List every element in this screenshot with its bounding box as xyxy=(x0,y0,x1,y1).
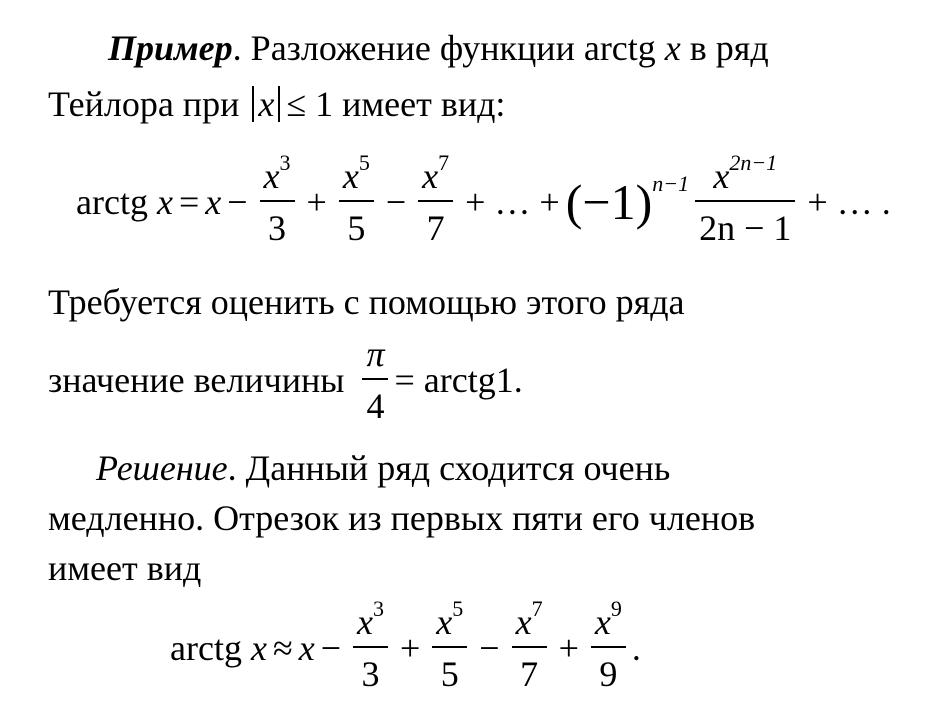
solution-line-2: медленно. Отрезок из первых пяти его членов xyxy=(48,498,756,538)
solution-line-3: имеет вид xyxy=(48,548,202,588)
example-text-1: . Разложение функции xyxy=(232,28,584,68)
solution-text-1: . Данный ряд сходится очень xyxy=(227,448,671,488)
variable-x: x xyxy=(664,28,681,68)
power-2n-minus-1: 2n−1 xyxy=(729,150,778,175)
neg-one: (−1) xyxy=(565,174,653,230)
num-x: x xyxy=(594,602,611,642)
fraction-x3-3 xyxy=(260,150,295,248)
example-label: Пример xyxy=(108,28,233,68)
plus-sign: + xyxy=(558,628,579,668)
equals-arctg1: = arctg1. xyxy=(394,360,523,400)
num-x: x xyxy=(263,156,280,196)
den-7: 7 xyxy=(520,654,539,694)
solution-line-1 xyxy=(96,448,670,488)
approx-sign: ≈ xyxy=(272,628,293,668)
pi-symbol: π xyxy=(366,334,385,374)
minus-sign: − xyxy=(320,628,341,668)
den-5: 5 xyxy=(440,654,459,694)
power-7: 7 xyxy=(438,150,450,175)
num-x: x xyxy=(713,156,730,196)
task-line-1: Требуется оценить с помощью этого ряда xyxy=(48,282,685,322)
plus-sign: + xyxy=(306,182,327,222)
example-line2-text-a: Тейлора при xyxy=(48,84,249,124)
num-x: x xyxy=(342,156,359,196)
den-3: 3 xyxy=(268,208,287,248)
power-3: 3 xyxy=(372,596,384,621)
power-3: 3 xyxy=(279,150,291,175)
term-x: x xyxy=(205,182,222,222)
fraction-x5-5 xyxy=(339,150,374,248)
lhs-x: x xyxy=(250,628,267,668)
term-x: x xyxy=(298,628,315,668)
fraction-x7-7 xyxy=(512,596,547,694)
den-4: 4 xyxy=(366,386,385,426)
series-tail: + … . xyxy=(807,182,891,222)
fraction-pi-4 xyxy=(362,336,388,424)
power-9: 9 xyxy=(610,596,622,621)
power-n-minus-1: n−1 xyxy=(652,171,690,196)
lhs-arctg: arctg xyxy=(76,182,148,222)
minus-sign: − xyxy=(227,182,248,222)
power-5: 5 xyxy=(358,150,370,175)
ellipsis-plus: + … + xyxy=(465,182,560,222)
num-x: x xyxy=(515,602,532,642)
leq-one: ≤ 1 xyxy=(286,84,334,124)
den-3: 3 xyxy=(361,654,380,694)
num-x: x xyxy=(357,602,373,642)
lhs-x: x xyxy=(156,182,173,222)
fraction-x3-3 xyxy=(353,596,388,694)
function-name: arctg xyxy=(583,28,656,68)
example-line2-text-b: имеет вид: xyxy=(333,84,506,124)
equals-sign: = xyxy=(178,182,200,222)
taylor-series-formula xyxy=(76,150,897,248)
power-7: 7 xyxy=(531,596,543,621)
den-5: 5 xyxy=(347,208,366,248)
num-x: x xyxy=(436,602,453,642)
five-term-formula xyxy=(170,596,641,694)
den-7: 7 xyxy=(426,208,445,248)
den-2n-minus-1: 2n − 1 xyxy=(699,208,792,248)
example-line-2 xyxy=(48,84,505,124)
den-9: 9 xyxy=(599,654,618,694)
fraction-x7-7 xyxy=(418,150,453,248)
fraction-x5-5 xyxy=(432,596,467,694)
minus-sign: − xyxy=(385,182,407,222)
neg-one-power xyxy=(565,171,690,230)
task-line2-text: значение величины xyxy=(48,360,345,400)
period: . xyxy=(631,628,641,668)
solution-label: Решение xyxy=(96,448,228,488)
example-text-2: в ряд xyxy=(680,28,769,68)
fraction-x2n-1 xyxy=(695,150,795,248)
task-line-2 xyxy=(48,336,523,424)
minus-sign: − xyxy=(479,628,500,668)
power-5: 5 xyxy=(452,596,464,621)
plus-sign: + xyxy=(399,628,421,668)
num-x: x xyxy=(422,156,439,196)
fraction-x9-9 xyxy=(591,596,626,694)
lhs-arctg: arctg xyxy=(170,628,242,668)
abs-x: x xyxy=(252,86,280,122)
example-line-1 xyxy=(108,28,769,68)
